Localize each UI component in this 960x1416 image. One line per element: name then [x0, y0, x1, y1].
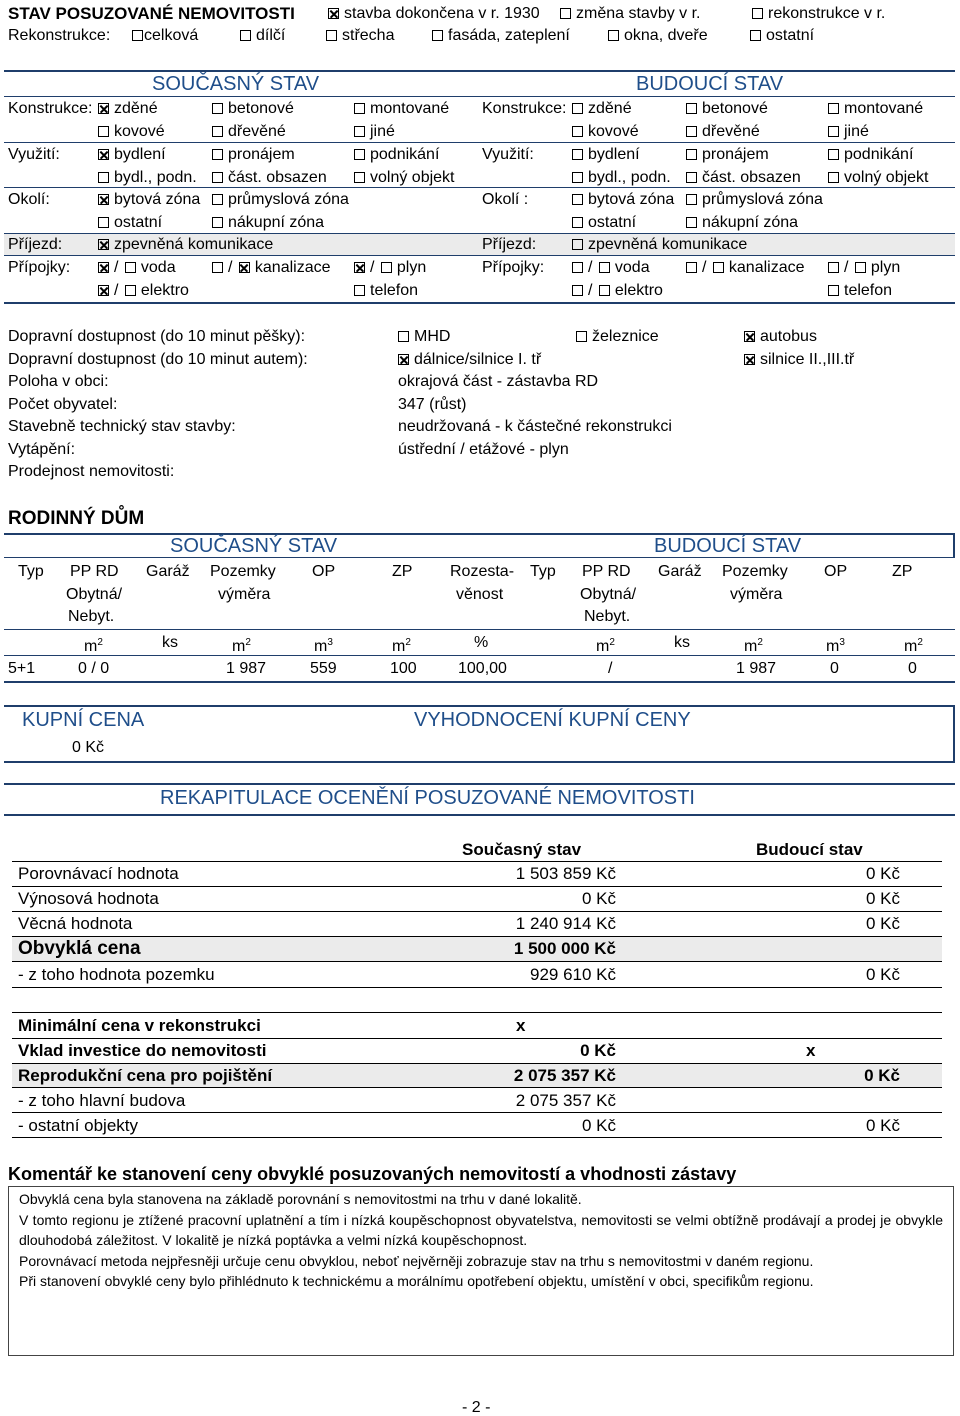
future-use-bydleni[interactable]: bydlení	[572, 145, 640, 165]
current-construction-kovove[interactable]: kovové	[98, 122, 165, 142]
recap-label-obvykla: Obvyklá cena	[18, 938, 141, 959]
checkbox-icon	[125, 262, 136, 273]
walk-label: Dopravní dostupnost (do 10 minut pěšky):	[8, 328, 306, 345]
reconstruction-okna[interactable]: okna, dveře	[608, 26, 708, 46]
recap-label-vecna: Věcná hodnota	[18, 914, 133, 933]
col-pprd-future: PP RD	[582, 563, 631, 580]
reconstruction-ostatni[interactable]: ostatní	[750, 26, 814, 46]
comment-paragraph: Při stanovení obvyklé ceny bylo přihlédnuto k technickému a morálnímu opotřebení objektu, umístění v obci, specifikům regionu.	[19, 1273, 814, 1289]
recap-future-ostatni: 0 Kč	[865, 1116, 900, 1135]
rule	[12, 961, 942, 962]
house-title: RODINNÝ DŮM	[8, 508, 145, 529]
checkbox-icon	[212, 217, 223, 228]
walk-autobus[interactable]: autobus	[744, 327, 817, 347]
recap-future-reprodukcni: 0 Kč	[864, 1066, 900, 1085]
future-use-cast-obsazen[interactable]: část. obsazen	[686, 168, 801, 188]
car-silnice[interactable]: silnice II.,III.tř	[744, 350, 854, 370]
col-op-future: OP	[824, 563, 848, 580]
col-op: OP	[312, 563, 336, 580]
rule	[4, 142, 955, 143]
rule	[4, 655, 955, 656]
checkbox-icon	[354, 285, 365, 296]
checkbox-icon	[572, 103, 583, 114]
checkbox-icon	[750, 30, 761, 41]
comment-paragraph: V tomto regionu je ztížené pracovní uplatnění a tím i nízká koupěschopnost obyvatelstva, nemovitosti se velmi obtížně prodávají a prodej je obvykle dlouhodobá záležitost. V lokalitě je nízká poptávka a velmi nízká koupěschopnost.	[19, 1211, 943, 1248]
checkbox-icon	[572, 239, 583, 250]
recap-label-porovnavaci: Porovnávací hodnota	[18, 864, 179, 883]
reconstruction-dilci[interactable]: dílčí	[240, 26, 285, 46]
col-garaz: Garáž	[146, 563, 190, 580]
checkbox-icon	[572, 262, 583, 273]
future-area-label: Okolí :	[482, 191, 529, 208]
recap-current-vklad: 0 Kč	[580, 1041, 616, 1060]
checkbox-icon	[354, 149, 365, 160]
checkbox-icon	[713, 262, 724, 273]
col-obytna-future: Obytná/	[580, 586, 637, 603]
rule	[4, 705, 955, 707]
rule	[12, 911, 942, 912]
unit-op: $m^3$	[314, 637, 333, 655]
checkbox-icon	[239, 262, 250, 273]
checkbox-icon	[212, 172, 223, 183]
checkbox-icon	[572, 285, 583, 296]
col-zp: ZP	[392, 563, 413, 580]
future-construction-kovove[interactable]: kovové	[572, 122, 639, 142]
future-area-nakupni[interactable]: nákupní zóna	[686, 213, 798, 233]
checkbox-icon	[354, 126, 365, 137]
house-future-heading: BUDOUCÍ STAV	[654, 535, 802, 557]
future-construction-montovane[interactable]: montované	[828, 99, 923, 119]
recap-title: REKAPITULACE OCENĚNÍ POSUZOVANÉ NEMOVITOSTI	[160, 787, 695, 809]
checkbox-icon	[828, 103, 839, 114]
rule	[953, 533, 955, 557]
future-use-label: Využití:	[482, 146, 534, 163]
rule	[4, 70, 955, 72]
unit-pozemky: $m^2$	[232, 637, 251, 655]
house-op: 559	[310, 660, 337, 677]
col-nebyt: Nebyt.	[68, 608, 115, 625]
recap-label-pozemek: - z toho hodnota pozemku	[18, 965, 215, 984]
checkbox-icon	[326, 30, 337, 41]
checkbox-icon	[212, 262, 223, 273]
checkbox-icon	[752, 8, 763, 19]
checkbox-icon	[572, 217, 583, 228]
recap-label-vynosova: Výnosová hodnota	[18, 889, 159, 908]
checkbox-icon	[381, 262, 392, 273]
current-area-bytova[interactable]: bytová zóna	[98, 190, 200, 210]
future-utilities-label: Přípojky:	[482, 259, 545, 276]
checkbox-icon	[744, 331, 755, 342]
recap-future-vklad: x	[806, 1041, 816, 1060]
current-state-heading: SOUČASNÝ STAV	[152, 73, 320, 95]
future-utility-elektro[interactable]: / elektro	[572, 281, 663, 301]
recap-label-hlavni: - z toho hlavní budova	[18, 1091, 186, 1110]
rule	[12, 1087, 942, 1088]
checkbox-icon	[572, 126, 583, 137]
recap-label-reprodukcni: Reprodukční cena pro pojištění	[18, 1066, 273, 1085]
future-use-volny[interactable]: volný objekt	[828, 168, 929, 188]
checkbox-icon	[98, 103, 109, 114]
rule	[953, 705, 955, 761]
current-use-podnikani[interactable]: podnikání	[354, 145, 439, 165]
col-garaz-future: Garáž	[658, 563, 702, 580]
checkbox-icon	[599, 262, 610, 273]
comment-box	[8, 1186, 954, 1356]
purchase-price-label: KUPNÍ CENA	[22, 709, 145, 731]
rule	[12, 1063, 942, 1064]
unit-roz: %	[474, 634, 489, 651]
unit-zp: $m^2$	[392, 637, 411, 655]
current-utility-elektro[interactable]: / elektro	[98, 281, 189, 301]
checkbox-icon	[354, 103, 365, 114]
checkbox-icon	[354, 172, 365, 183]
reconstruction-celkova[interactable]: celková	[132, 26, 198, 46]
reconstruction-fasada[interactable]: fasáda, zateplení	[432, 26, 570, 46]
house-typ: 5+1	[8, 660, 36, 677]
rule	[4, 302, 955, 304]
recap-future-porovnavaci: 0 Kč	[865, 864, 900, 883]
future-utility-plyn[interactable]: / plyn	[828, 258, 900, 278]
checkbox-icon	[328, 8, 339, 19]
checkbox-icon	[398, 331, 409, 342]
unit-zp-future: $m^2$	[904, 637, 923, 655]
col-typ: Typ	[18, 563, 44, 580]
col-vymera-future: výměra	[730, 586, 783, 603]
rule	[4, 629, 955, 630]
current-use-cast-obsazen[interactable]: část. obsazen	[212, 168, 327, 188]
house-op-future: 0	[830, 660, 839, 677]
recap-current-pozemek: 929 610 Kč	[529, 965, 616, 984]
rule	[4, 233, 955, 234]
checkbox-icon	[828, 262, 839, 273]
future-state-heading: BUDOUCÍ STAV	[636, 73, 784, 95]
recap-label-ostatni: - ostatní objekty	[18, 1116, 139, 1135]
checkbox-icon	[576, 331, 587, 342]
car-dalnice[interactable]: dálnice/silnice I. tř	[398, 350, 541, 370]
current-construction-zdene[interactable]: zděné	[98, 99, 158, 119]
checkbox-icon	[98, 262, 109, 273]
rule	[12, 987, 942, 988]
current-use-label: Využití:	[8, 146, 60, 163]
recap-col-current: Současný stav	[462, 840, 582, 859]
current-area-nakupni[interactable]: nákupní zóna	[212, 213, 324, 233]
unit-garaz: ks	[162, 634, 178, 651]
built-option[interactable]: stavba dokončena v r. 1930	[328, 4, 540, 24]
checkbox-icon	[572, 149, 583, 160]
col-rozestavenost: Rozesta-	[450, 563, 515, 580]
current-construction-drevene[interactable]: dřevěné	[212, 122, 286, 142]
house-zp: 100	[390, 660, 417, 677]
col-typ-future: Typ	[530, 563, 556, 580]
current-use-volny[interactable]: volný objekt	[354, 168, 455, 188]
recap-current-ostatni: 0 Kč	[581, 1116, 616, 1135]
col-rozestavenost-2: věnost	[456, 586, 504, 603]
checkbox-icon	[608, 30, 619, 41]
checkbox-icon	[560, 8, 571, 19]
walk-mhd[interactable]: MHD	[398, 327, 450, 347]
current-use-bydl-podn[interactable]: bydl., podn.	[98, 168, 197, 188]
checkbox-icon	[686, 194, 697, 205]
current-utility-voda[interactable]: / voda	[98, 258, 176, 278]
future-construction-jine[interactable]: jiné	[828, 122, 869, 142]
comment-title: Komentář ke stanovení ceny obvyklé posuzovaných nemovitostí a vhodnosti zástavy	[8, 1164, 737, 1184]
col-zp-future: ZP	[892, 563, 913, 580]
unit-garaz-future: ks	[674, 634, 690, 651]
reconstruction-strecha[interactable]: střecha	[326, 26, 394, 46]
recap-future-pozemek: 0 Kč	[865, 965, 900, 984]
current-utilities-label: Přípojky:	[8, 259, 71, 276]
checkbox-icon	[212, 149, 223, 160]
col-obytna: Obytná/	[66, 586, 123, 603]
unit-pprd-future: $m^2$	[596, 637, 615, 655]
col-pprd: PP RD	[70, 563, 119, 580]
condition-value: neudržovaná - k částečné rekonstrukci	[398, 418, 672, 435]
rule	[12, 1137, 942, 1138]
checkbox-icon	[686, 149, 697, 160]
checkbox-icon	[432, 30, 443, 41]
checkbox-icon	[98, 285, 109, 296]
page-title: STAV POSUZOVANÉ NEMOVITOSTI	[8, 4, 295, 23]
house-current-heading: SOUČASNÝ STAV	[170, 535, 338, 557]
purchase-price-value: 0 Kč	[72, 739, 105, 756]
unit-pozemky-future: $m^2$	[744, 637, 763, 655]
page-number: - 2 -	[462, 1399, 491, 1416]
col-pozemky: Pozemky	[210, 563, 276, 580]
future-area-prumyslova[interactable]: průmyslová zóna	[686, 190, 823, 210]
current-use-bydleni[interactable]: bydlení	[98, 145, 166, 165]
future-construction-drevene[interactable]: dřevěné	[686, 122, 760, 142]
rule	[4, 557, 955, 558]
checkbox-icon	[240, 30, 251, 41]
checkbox-icon	[125, 285, 136, 296]
col-pozemky-future: Pozemky	[722, 563, 788, 580]
future-use-podnikani[interactable]: podnikání	[828, 145, 913, 165]
recap-future-vecna: 0 Kč	[865, 914, 900, 933]
current-area-ostatni[interactable]: ostatní	[98, 213, 162, 233]
current-construction-betonove[interactable]: betonové	[212, 99, 294, 119]
checkbox-icon	[686, 217, 697, 228]
comment-paragraph: Obvyklá cena byla stanovena na základě porovnání s nemovitostmi na trhu v dané lokalitě.	[19, 1191, 582, 1207]
purchase-evaluation-label: VYHODNOCENÍ KUPNÍ CENY	[414, 709, 691, 731]
rule	[4, 761, 955, 763]
position-label: Poloha v obci:	[8, 373, 109, 390]
checkbox-icon	[686, 262, 697, 273]
checkbox-icon	[354, 262, 365, 273]
checkbox-icon	[212, 103, 223, 114]
house-pprd: 0 / 0	[78, 660, 110, 677]
position-value: okrajová část - zástavba RD	[398, 373, 599, 390]
car-label: Dopravní dostupnost (do 10 minut autem):	[8, 351, 308, 368]
walk-zeleznice[interactable]: železnice	[576, 327, 659, 347]
checkbox-icon	[98, 172, 109, 183]
rule	[4, 96, 955, 97]
checkbox-icon	[132, 30, 143, 41]
checkbox-icon	[599, 285, 610, 296]
checkbox-icon	[686, 126, 697, 137]
rule	[4, 533, 955, 535]
checkbox-icon	[828, 285, 839, 296]
saleability-label: Prodejnost nemovitosti:	[8, 463, 175, 480]
unit-op-future: $m^3$	[826, 637, 845, 655]
future-area-ostatni[interactable]: ostatní	[572, 213, 636, 233]
condition-label: Stavebně technický stav stavby:	[8, 418, 236, 435]
current-utility-plyn[interactable]: / plyn	[354, 258, 426, 278]
current-access-label: Příjezd:	[8, 236, 63, 253]
current-utility-kanalizace[interactable]: / kanalizace	[212, 258, 331, 278]
rule	[4, 255, 955, 256]
future-utility-telefon[interactable]: telefon	[828, 281, 892, 301]
checkbox-icon	[828, 126, 839, 137]
house-pprd-future: /	[608, 660, 613, 677]
reconstruction-option[interactable]: rekonstrukce v r.	[752, 4, 885, 24]
reconstruction-row-label: Rekonstrukce:	[8, 27, 111, 44]
house-roz: 100,00	[458, 660, 507, 677]
rule	[4, 681, 955, 683]
unit-pprd: $m^2$	[84, 637, 103, 655]
checkbox-icon	[572, 194, 583, 205]
heating-value: ústřední / etážové - plyn	[398, 441, 569, 458]
checkbox-icon	[572, 172, 583, 183]
col-nebyt-future: Nebyt.	[584, 608, 631, 625]
col-vymera: výměra	[218, 586, 271, 603]
future-access-label: Příjezd:	[482, 236, 537, 253]
checkbox-icon	[98, 239, 109, 250]
recap-label-minimalni: Minimální cena v rekonstrukci	[18, 1016, 261, 1035]
checkbox-icon	[828, 149, 839, 160]
current-construction-montovane[interactable]: montované	[354, 99, 449, 119]
checkbox-icon	[686, 172, 697, 183]
current-utility-telefon[interactable]: telefon	[354, 281, 418, 301]
future-area-bytova[interactable]: bytová zóna	[572, 190, 674, 210]
future-construction-label: Konstrukce:	[482, 100, 567, 117]
rule	[12, 1112, 942, 1113]
rule	[12, 886, 942, 887]
house-pozemky-future: 1 987	[736, 660, 777, 677]
comment-paragraph: Porovnávací metoda nejpřesněji určuje cenu obvyklou, neboť nejvěrněji zobrazuje stav na trhu s nemovitostmi v daném regionu.	[19, 1252, 814, 1269]
current-area-prumyslova[interactable]: průmyslová zóna	[212, 190, 349, 210]
current-construction-jine[interactable]: jiné	[354, 122, 395, 142]
change-option[interactable]: změna stavby v r.	[560, 4, 701, 24]
checkbox-icon	[855, 262, 866, 273]
recap-col-future: Budoucí stav	[756, 840, 863, 859]
rule	[12, 1012, 942, 1013]
house-pozemky: 1 987	[226, 660, 267, 677]
checkbox-icon	[398, 354, 409, 365]
current-area-label: Okolí:	[8, 191, 50, 208]
recap-current-porovnavaci: 1 503 859 Kč	[515, 864, 616, 883]
checkbox-icon	[828, 172, 839, 183]
recap-future-vynosova: 0 Kč	[865, 889, 900, 908]
checkbox-icon	[686, 103, 697, 114]
recap-current-obvykla: 1 500 000 Kč	[513, 939, 616, 958]
future-construction-betonove[interactable]: betonové	[686, 99, 768, 119]
house-zp-future: 0	[908, 660, 917, 677]
rule	[12, 1038, 942, 1039]
recap-label-vklad: Vklad investice do nemovitosti	[18, 1041, 267, 1060]
future-use-pronajem[interactable]: pronájem	[686, 145, 769, 165]
future-utility-voda[interactable]: / voda	[572, 258, 650, 278]
checkbox-icon	[212, 194, 223, 205]
future-utility-kanalizace[interactable]: / kanalizace	[686, 258, 805, 278]
current-access-option[interactable]: zpevněná komunikace	[98, 235, 273, 255]
future-use-bydl-podn[interactable]: bydl., podn.	[572, 168, 671, 188]
checkbox-icon	[98, 217, 109, 228]
rule	[4, 814, 955, 816]
recap-current-minimalni: x	[516, 1016, 526, 1035]
rule	[12, 936, 942, 937]
rule	[12, 861, 942, 862]
population-label: Počet obyvatel:	[8, 396, 118, 413]
current-use-pronajem[interactable]: pronájem	[212, 145, 295, 165]
recap-current-vynosova: 0 Kč	[581, 889, 616, 908]
current-construction-label: Konstrukce:	[8, 100, 93, 117]
checkbox-icon	[98, 149, 109, 160]
future-access-option[interactable]: zpevněná komunikace	[572, 235, 747, 255]
future-construction-zdene[interactable]: zděné	[572, 99, 632, 119]
heating-label: Vytápění:	[8, 441, 76, 458]
checkbox-icon	[98, 194, 109, 205]
checkbox-icon	[212, 126, 223, 137]
checkbox-icon	[744, 354, 755, 365]
rule	[4, 783, 955, 785]
recap-current-vecna: 1 240 914 Kč	[515, 914, 616, 933]
recap-current-reprodukcni: 2 075 357 Kč	[513, 1066, 616, 1085]
population-value: 347 (růst)	[398, 396, 467, 413]
recap-current-hlavni: 2 075 357 Kč	[515, 1091, 616, 1110]
checkbox-icon	[98, 126, 109, 137]
